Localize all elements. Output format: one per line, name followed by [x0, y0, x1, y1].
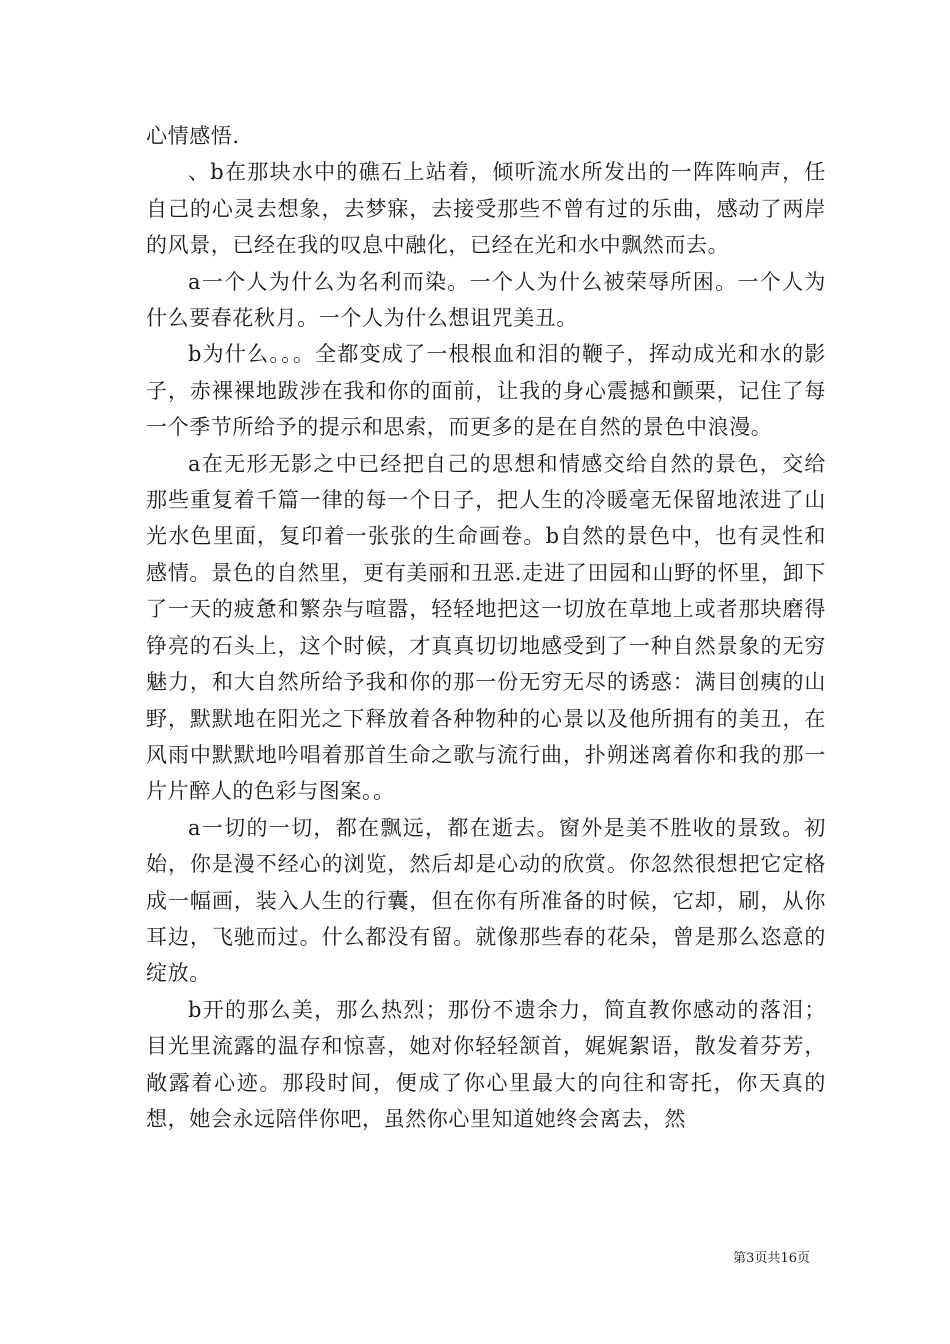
paragraph-5: a在无形无影之中已经把自己的思想和情感交给自然的景色，交给那些重复着千篇一律的每一个日子，把人生的冷暖毫无保留地浓进了山光水色里面，复印着一张张的生命画卷。b自然的景色中，也有灵性和感情。景色的自然里，更有美丽和丑恶.走进了田园和山野的怀里，卸下了一天的疲惫和繁杂与喧嚣，轻轻地把这一切放在草地上或者那块磨得铮亮的石头上，这个时候，才真真切切地感受到了一种自然景象的无穷魅力，和大自然所给予我和你的那一份无穷无尽的诱惑：满目创痍的山野，默默地在阳光之下释放着各种物种的心景以及他所拥有的美丑，在风雨中默默地吟唱着那首生命之歌与流行曲，扑朔迷离着你和我的那一片片醉人的色彩与图案。。: [146, 451, 826, 804]
body-text: [146, 118, 826, 1137]
paragraph-1: 心情感悟.: [146, 124, 240, 148]
paragraph-6: a一切的一切，都在飘远，都在逝去。窗外是美不胜收的景致。初始，你是漫不经心的浏览，然后却是心动的欣赏。你忽然很想把它定格成一幅画，装入人生的行囊，但在你有所准备的时候，它却，刷，从你耳边，飞驰而过。什么都没有留。就像那些春的花朵，曾是那么恣意的绽放。: [146, 815, 826, 986]
paragraph-3: a一个人为什么为名利而染。一个人为什么被荣辱所困。一个人为什么要春花秋月。一个人为什么想诅咒美丑。: [146, 269, 826, 331]
paragraph-7: b开的那么美，那么热烈；那份不遗余力，简直教你感动的落泪；目光里流露的温存和惊喜，她对你轻轻颔首，娓娓絮语，散发着芬芳，敞露着心迹。那段时间，便成了你心里最大的向往和寄托，你天真的想，她会永远陪伴你吧，虽然你心里知道她终会离去，然: [146, 997, 826, 1131]
paragraph-4: b为什么。。。全都变成了一根根血和泪的鞭子，挥动成光和水的影子，赤裸裸地跋涉在我和你的面前，让我的身心震撼和颤栗，记住了每一个季节所给予的提示和思索，而更多的是在自然的景色中浪漫。: [146, 342, 826, 440]
page-number-footer: 第3页共16页: [733, 1251, 810, 1266]
paragraph-2: 、b在那块水中的礁石上站着，倾听流水所发出的一阵阵响声，任自己的心灵去想象，去梦寐，去接受那些不曾有过的乐曲，感动了两岸的风景，已经在我的叹息中融化，已经在光和水中飘然而去。: [146, 160, 826, 258]
